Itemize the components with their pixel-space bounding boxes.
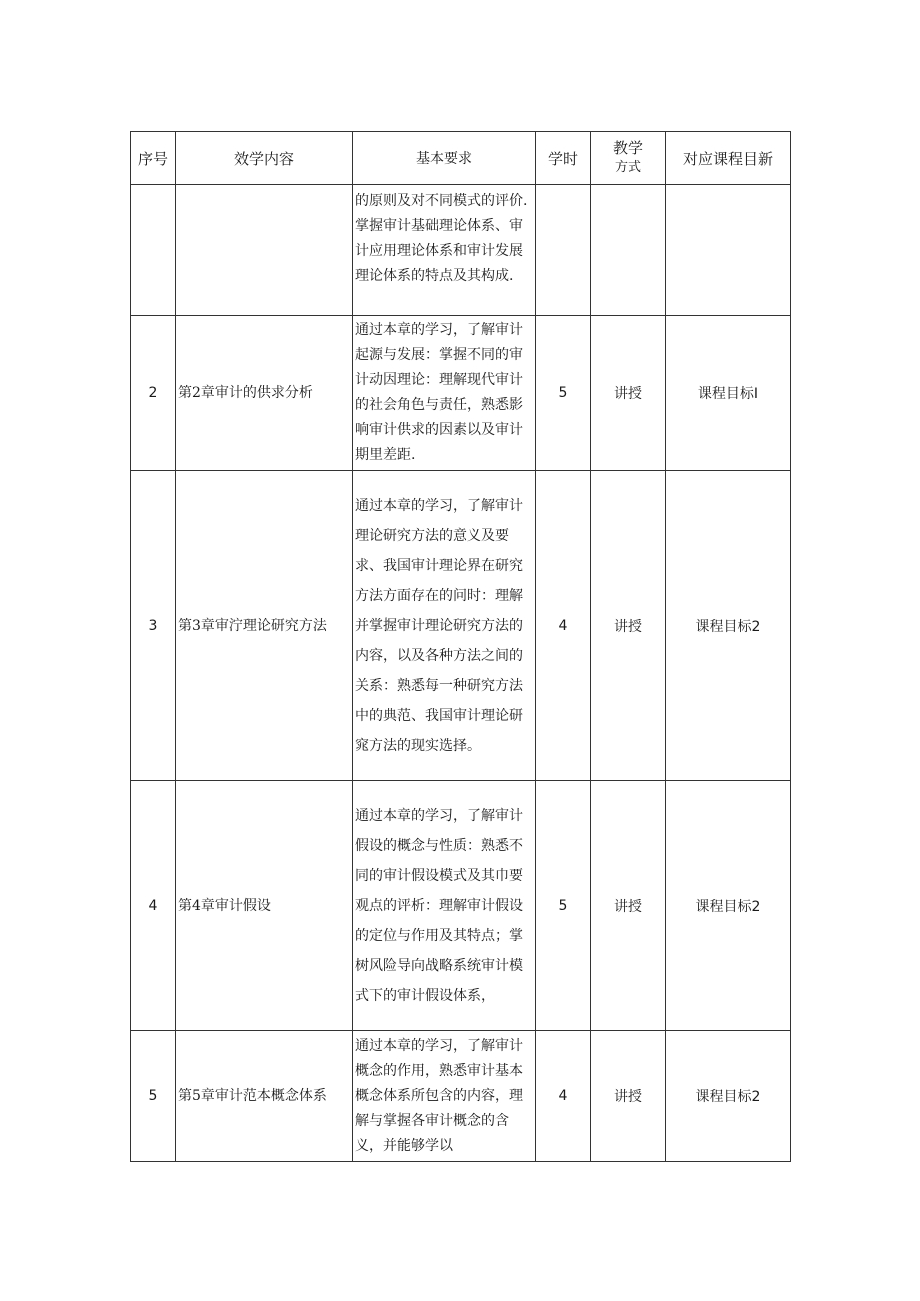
row-no: 5: [131, 1031, 176, 1162]
row-requirements: 通过本章的学习，了解审计理论研究方法的意义及要求、我国审计理论界在研究方法方面存在的问时：理解并掌握审计理论研究方法的内容，以及各种方法之间的关系：熟悉每一种研究方法中的典范、我国审计理论研窕方法的现实选择。: [353, 471, 536, 781]
row-target: 课程目标2: [666, 1031, 791, 1162]
header-hours: 学时: [536, 132, 591, 185]
table-row: [131, 316, 791, 471]
row-method: 讲授: [591, 781, 666, 1031]
row-requirements: 通过本章的学习，了解审计概念的作用，熟悉审计基本概念体系所包含的内容，理解与掌握各审计概念的含义，并能够学以: [353, 1031, 536, 1162]
row-content: 第2章审计的供求分析: [176, 316, 353, 471]
row-target: 课程目标2: [666, 781, 791, 1031]
table-row: [131, 781, 791, 1031]
row-hours: 4: [536, 1031, 591, 1162]
row-target: [666, 185, 791, 316]
row-target: 课程目标2: [666, 471, 791, 781]
row-method: 讲授: [591, 316, 666, 471]
header-content: 效学内容: [176, 132, 353, 185]
row-requirements: 通过本章的学习，了解审计起源与发展：掌握不同的审计动因理论：理解现代审计的社会角色与责任，熟悉影响审计供求的因素以及审计期里差距.: [353, 316, 536, 471]
table-row: [131, 1031, 791, 1162]
header-requirements: 基本要求: [353, 132, 536, 185]
table-header-row: [131, 132, 791, 185]
row-no: 3: [131, 471, 176, 781]
header-method-line2: 方式: [614, 160, 641, 175]
row-content: 第5章审计范本概念体系: [176, 1031, 353, 1162]
row-content: 第4章审计假设: [176, 781, 353, 1031]
row-requirements: 通过本章的学习，了解审计假设的概念与性质：熟悉不同的审计假设模式及其巾要观点的评析：理解审计假设的定位与作用及其特点；掌树风险导向战略系统审计模式下的审计假设体系，: [353, 781, 536, 1031]
row-no: [131, 185, 176, 316]
row-hours: [536, 185, 591, 316]
row-hours: 4: [536, 471, 591, 781]
row-hours: 5: [536, 316, 591, 471]
row-hours: 5: [536, 781, 591, 1031]
table-row: [131, 185, 791, 316]
row-method: [591, 185, 666, 316]
row-content: [176, 185, 353, 316]
row-requirements: 的原则及对不同模式的评价. 掌握审计基础理论体系、审计应用理论体系和审计发展理论体系的特点及其构成.: [353, 185, 536, 316]
row-no: 2: [131, 316, 176, 471]
row-target: 课程目标I: [666, 316, 791, 471]
header-target: 对应课程目新: [666, 132, 791, 185]
header-method: [591, 132, 666, 185]
row-content: 第3章审泞理论研究方法: [176, 471, 353, 781]
table-row: [131, 471, 791, 781]
row-method: 讲授: [591, 471, 666, 781]
header-no: 序号: [131, 132, 176, 185]
header-method-line1: 教学: [612, 139, 643, 157]
syllabus-table: [130, 131, 791, 1162]
row-method: 讲授: [591, 1031, 666, 1162]
row-no: 4: [131, 781, 176, 1031]
